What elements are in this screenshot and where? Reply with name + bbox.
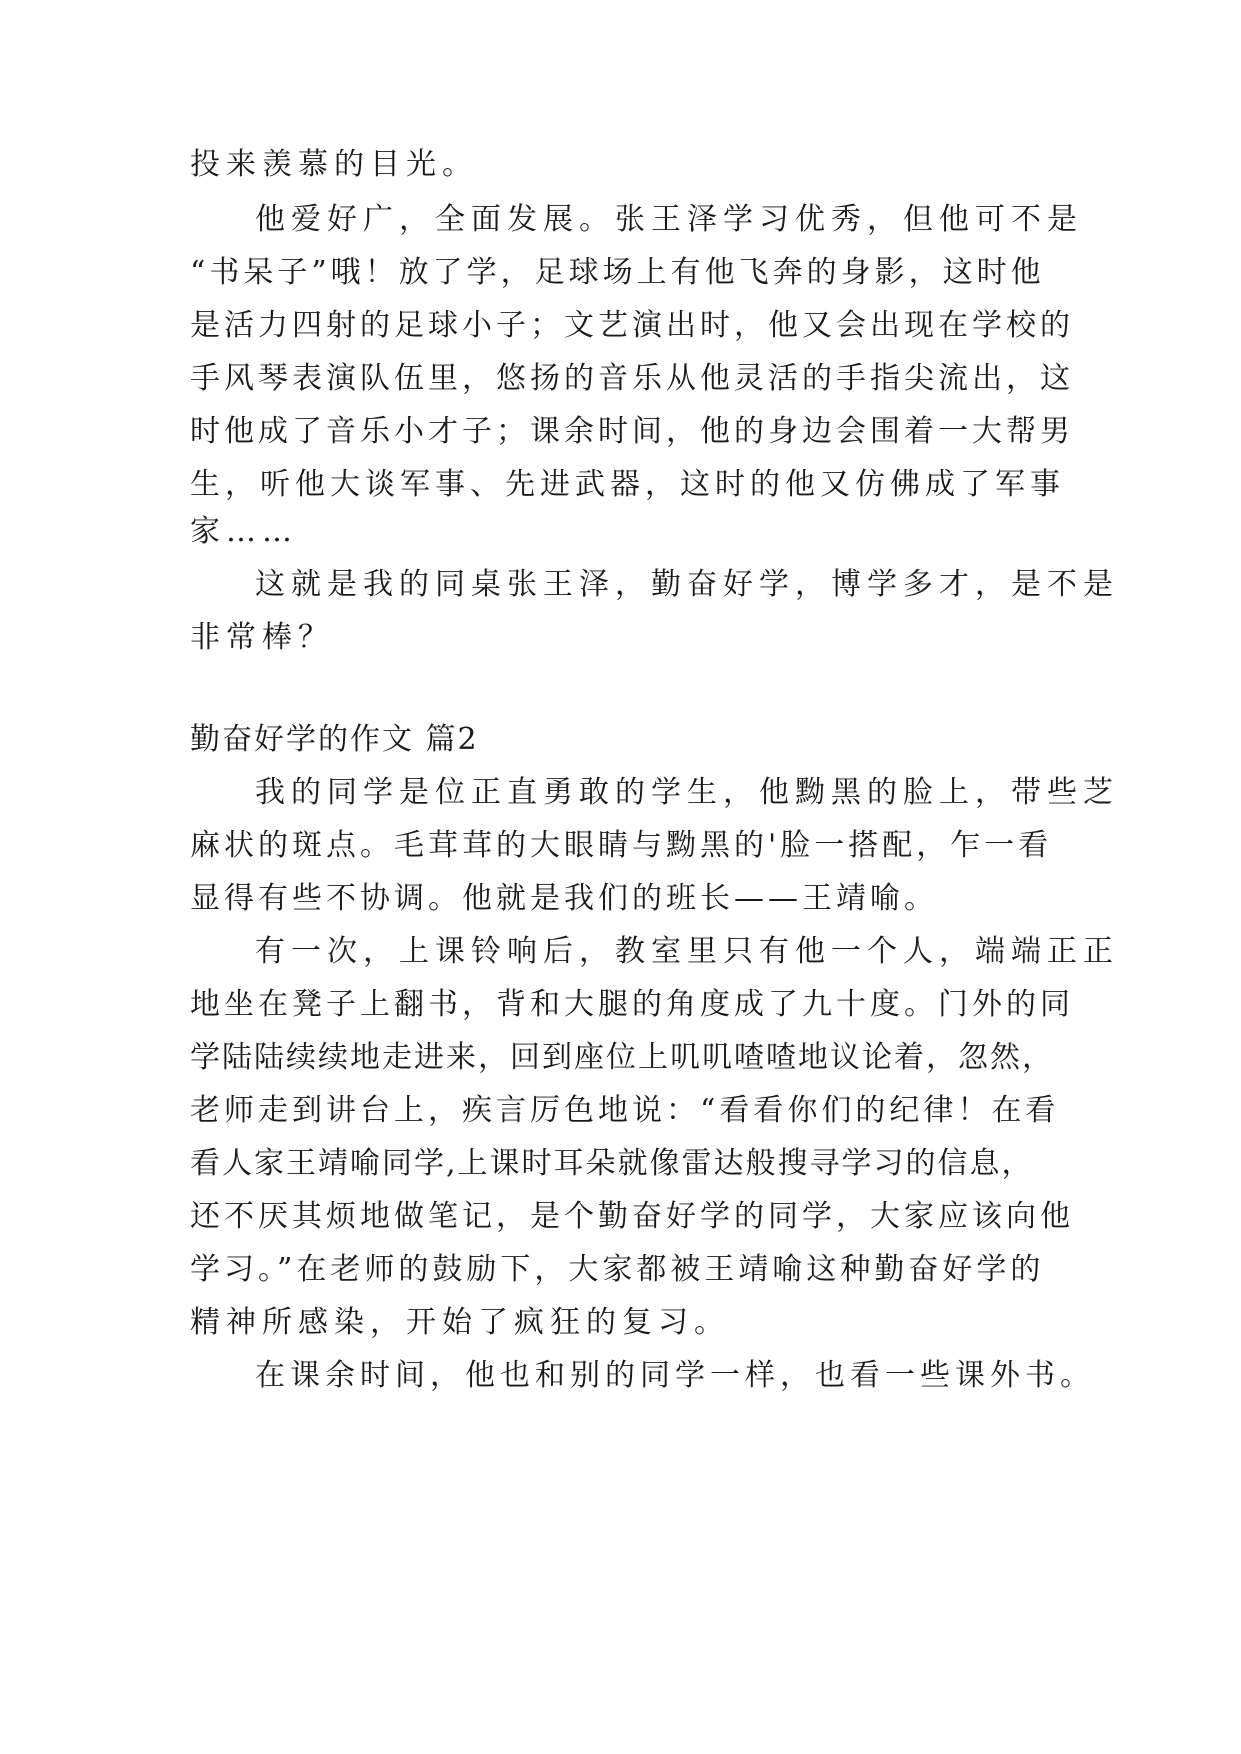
section-heading: 勤奋好学的作文 篇2 bbox=[190, 722, 479, 757]
text-line: 家…… bbox=[190, 514, 298, 549]
text-line: 老师走到讲台上，疾言厉色地说：“看看你们的纪律！在看 bbox=[190, 1093, 1060, 1128]
paragraph-start-line: 我的同学是位正直勇敢的学生，他黝黑的脸上，带些芝 bbox=[255, 775, 1119, 810]
paragraph-start-line: 有一次，上课铃响后，教室里只有他一个人，端端正正 bbox=[255, 934, 1119, 969]
text-line: 学习。”在老师的鼓励下，大家都被王靖喻这种勤奋好学的 bbox=[190, 1252, 1045, 1287]
paragraph-start-line: 在课余时间，他也和别的同学一样，也看一些课外书。 bbox=[255, 1358, 1095, 1393]
paragraph-start-line: 他爱好广，全面发展。张王泽学习优秀，但他可不是 bbox=[255, 202, 1083, 237]
text-line: 看人家王靖喻同学,上课时耳朵就像雷达般搜寻学习的信息， bbox=[190, 1146, 1034, 1181]
text-line: 手风琴表演队伍里，悠扬的音乐从他灵活的手指尖流出，这 bbox=[190, 361, 1074, 396]
text-line: “书呆子”哦！放了学，足球场上有他飞奔的身影，这时他 bbox=[190, 255, 1045, 290]
text-line: 还不厌其烦地做笔记，是个勤奋好学的同学，大家应该向他 bbox=[190, 1199, 1074, 1234]
paragraph-start-line: 这就是我的同桌张王泽，勤奋好学，博学多才，是不是 bbox=[255, 567, 1119, 602]
text-line: 投来羡慕的目光。 bbox=[190, 147, 478, 182]
text-line: 是活力四射的足球小子；文艺演出时，他又会出现在学校的 bbox=[190, 308, 1074, 343]
text-line: 精神所感染，开始了疯狂的复习。 bbox=[190, 1305, 730, 1340]
text-line: 时他成了音乐小才子；课余时间，他的身边会围着一大帮男 bbox=[190, 414, 1074, 449]
text-line: 生，听他大谈军事、先进武器，这时的他又仿佛成了军事 bbox=[190, 467, 1065, 502]
text-line: 地坐在凳子上翻书，背和大腿的角度成了九十度。门外的同 bbox=[190, 987, 1074, 1022]
text-line: 麻状的斑点。毛茸茸的大眼睛与黝黑的'脸一搭配，乍一看 bbox=[190, 828, 1053, 863]
text-line: 显得有些不协调。他就是我们的班长——王靖喻。 bbox=[190, 881, 938, 916]
text-line: 学陆陆续续地走进来，回到座位上叽叽喳喳地议论着，忽然， bbox=[190, 1040, 1054, 1075]
text-line: 非常棒？ bbox=[190, 620, 334, 655]
